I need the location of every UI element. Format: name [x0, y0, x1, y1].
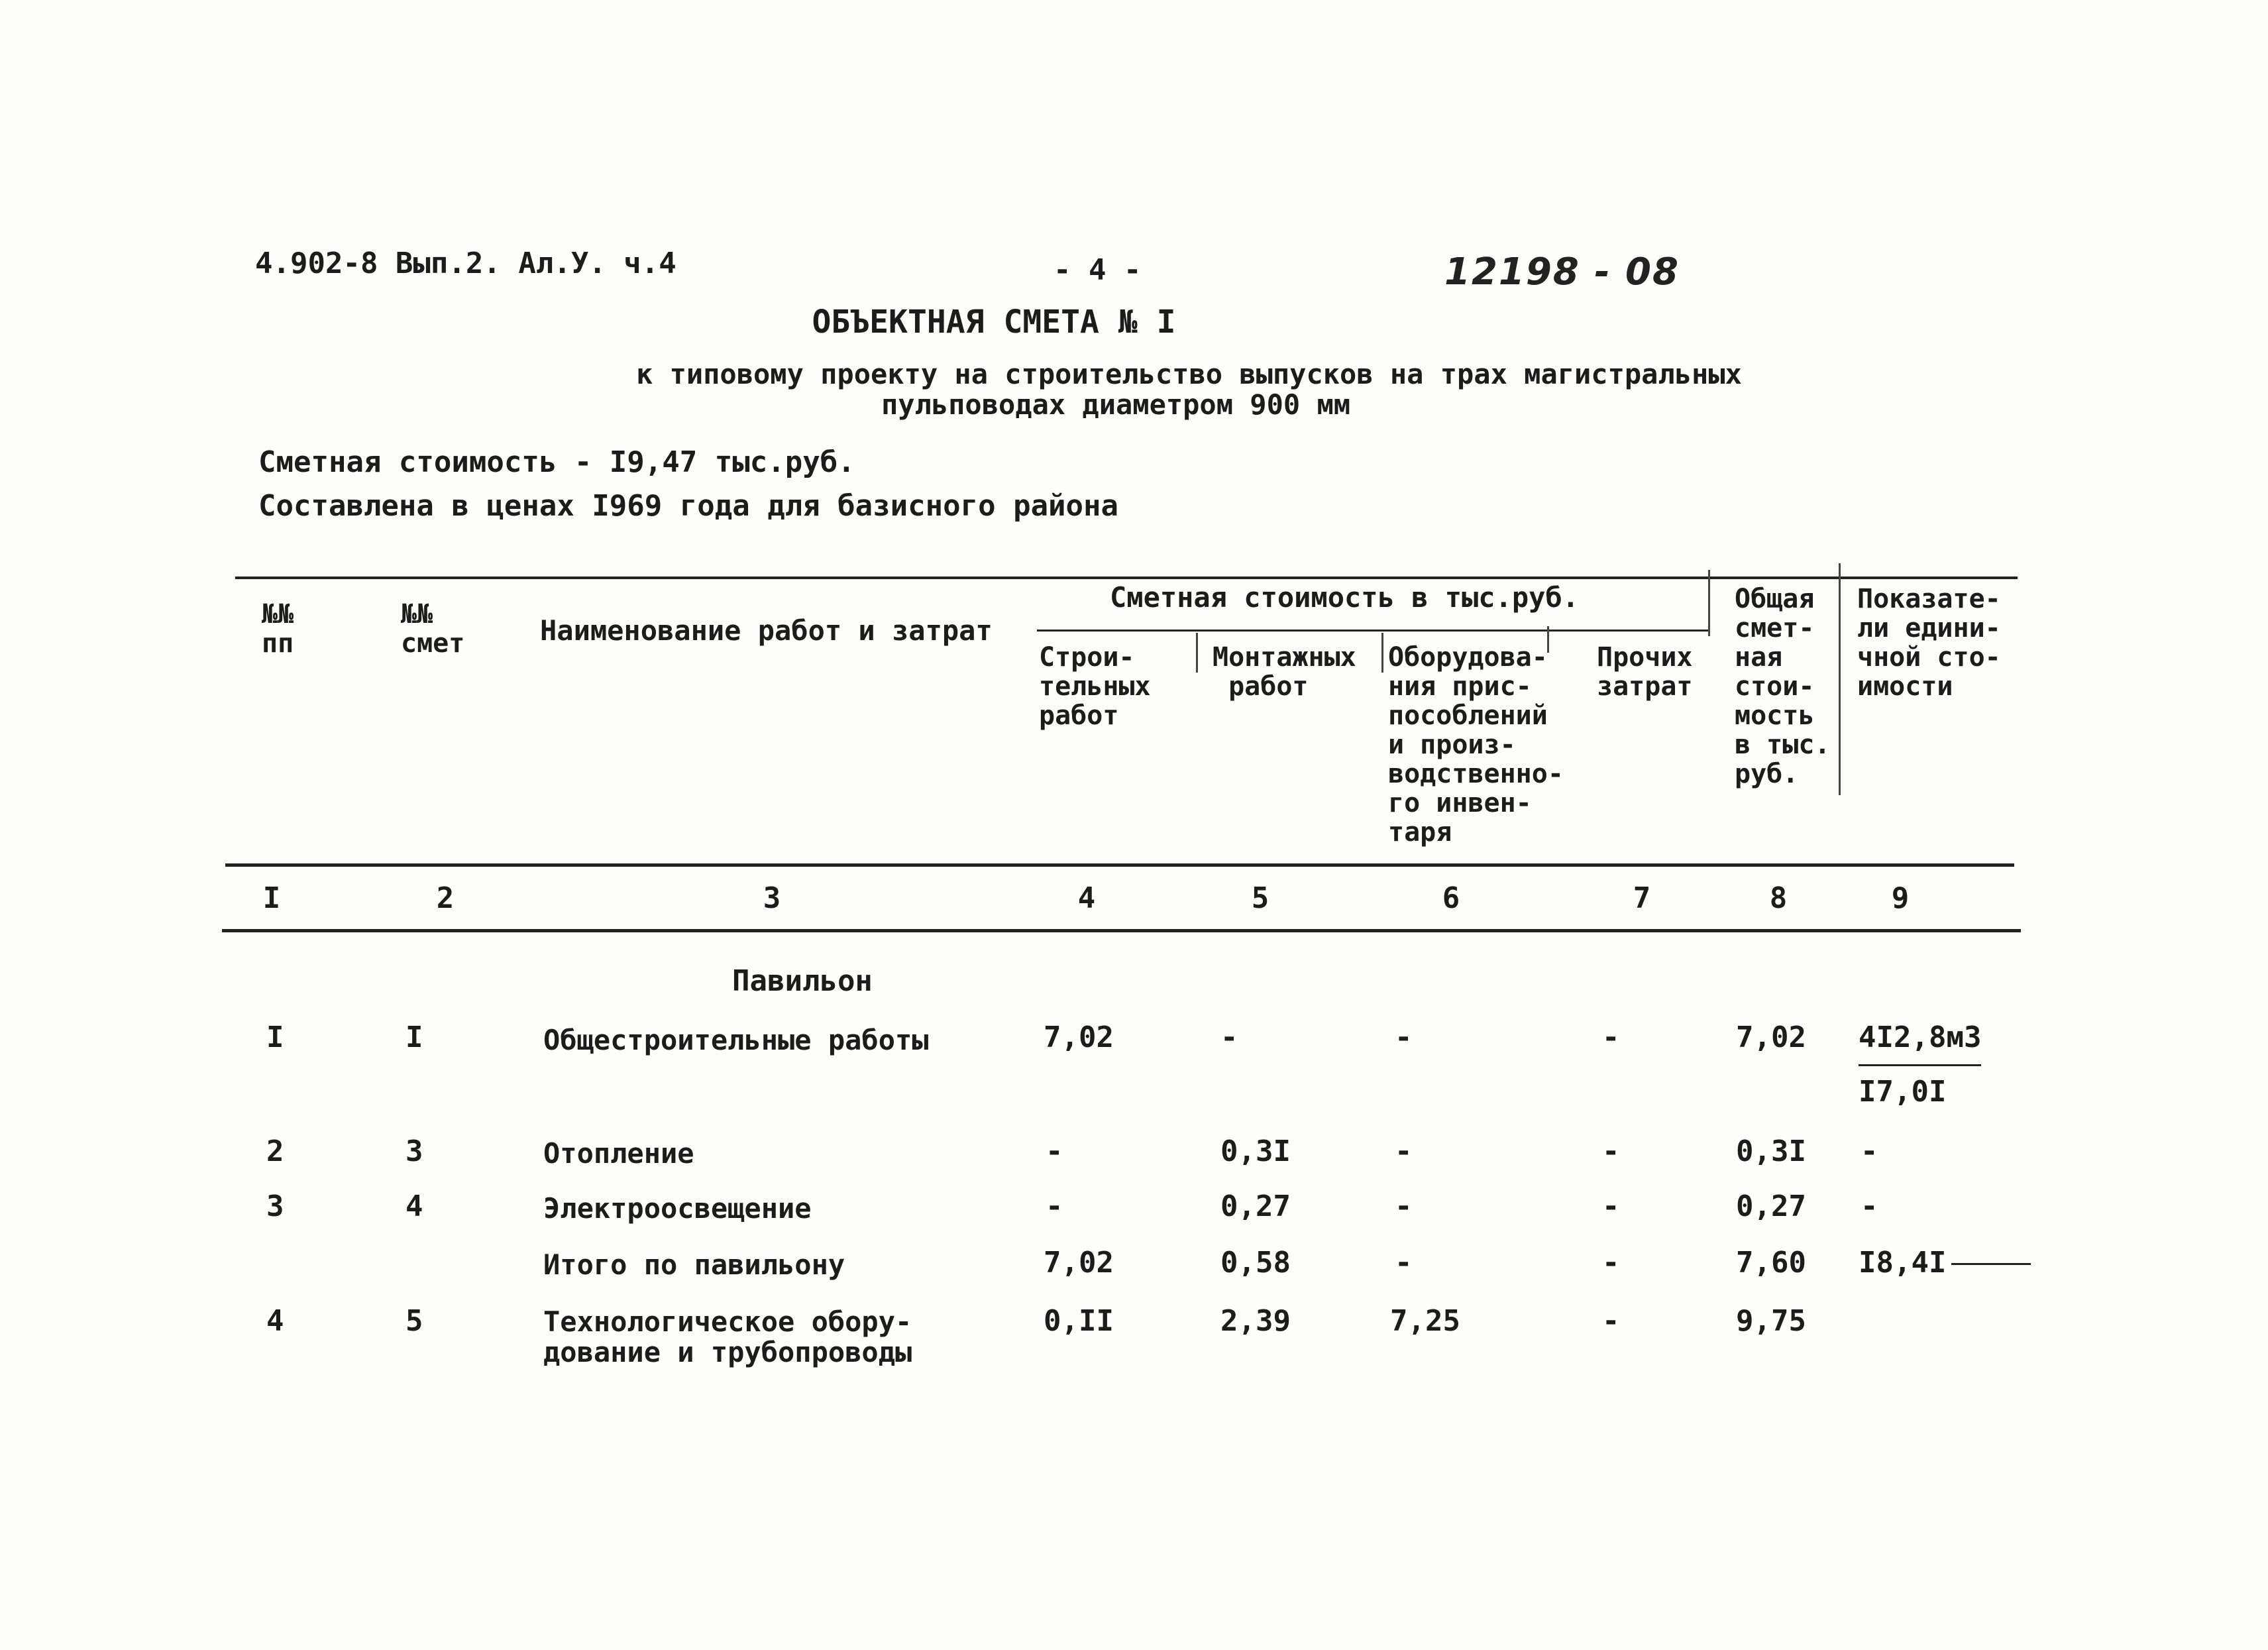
cell-smeta: 5	[405, 1304, 423, 1338]
column-number: 4	[1077, 881, 1096, 915]
document-title: ОБЪЕКТНАЯ СМЕТА № I	[812, 303, 1176, 341]
cell-equipment: -	[1395, 1020, 1413, 1054]
cell-pp: I	[266, 1020, 284, 1054]
column-number: 2	[436, 881, 455, 915]
column-numbers-bottom-rule	[222, 929, 2021, 932]
cell-name: Итого по павильону	[543, 1248, 845, 1281]
cell-installation: 0,58	[1220, 1246, 1291, 1280]
subtotal-tail-rule	[1951, 1263, 2031, 1265]
column-divider	[1196, 633, 1198, 673]
header-construction: Строи- тельных работ	[1039, 642, 1151, 731]
header-total: Общая смет- ная стои- мость в тыс. руб.	[1735, 584, 1831, 789]
document-code: 4.902-8 Вып.2. Ал.У. ч.4	[255, 247, 676, 280]
cell-unit-index: I8,4I	[1859, 1246, 1947, 1280]
cell-total: 0,27	[1736, 1189, 1806, 1223]
cell-pp: 2	[266, 1134, 284, 1168]
column-number: 7	[1633, 881, 1651, 915]
section-title: Павильон	[732, 964, 873, 998]
header-cost-group: Сметная стоимость в тыс.руб.	[1110, 581, 1580, 614]
cell-installation: -	[1220, 1020, 1238, 1054]
cell-smeta: 4	[405, 1189, 423, 1223]
cell-other: -	[1602, 1020, 1620, 1054]
cell-unit-index-denominator: I7,0I	[1859, 1075, 1947, 1109]
cell-total: 9,75	[1736, 1304, 1806, 1338]
column-number: I	[262, 881, 281, 915]
compiled-note: Составлена в ценах I969 года для базисного района	[258, 489, 1119, 523]
cell-unit-index: -	[1861, 1189, 1878, 1223]
cell-pp: 4	[266, 1304, 284, 1338]
table-top-rule	[235, 577, 2018, 579]
column-divider	[1708, 570, 1710, 636]
subtitle-line-1: к типовому проекту на строительство выпусков на трах магистральных	[636, 358, 1742, 390]
cell-other: -	[1602, 1189, 1620, 1223]
cell-unit-index: 4I2,8м3	[1859, 1020, 1982, 1054]
cell-construction: -	[1046, 1189, 1063, 1223]
header-other: Прочих затрат	[1597, 642, 1693, 702]
cell-name: Отопление	[543, 1137, 694, 1170]
cell-construction: 7,02	[1044, 1020, 1114, 1054]
cell-name: Общестроительные работы	[543, 1024, 929, 1056]
cell-other: -	[1602, 1304, 1620, 1338]
column-divider	[1839, 563, 1841, 795]
header-smeta: №№ смет	[401, 599, 465, 659]
column-number: 5	[1251, 881, 1269, 915]
header-name: Наименование работ и затрат	[540, 614, 993, 647]
header-pp: №№ пп	[262, 599, 294, 659]
cell-name: Технологическое обору- дование и трубопроводы	[543, 1305, 912, 1368]
column-number: 6	[1442, 881, 1460, 915]
cell-installation: 0,3I	[1220, 1134, 1291, 1168]
cell-total: 7,60	[1736, 1246, 1806, 1280]
cell-installation: 0,27	[1220, 1189, 1291, 1223]
header-unit-index: Показате- ли едини- чной сто- имости	[1857, 584, 2001, 702]
cell-unit-index: -	[1861, 1134, 1878, 1168]
cell-installation: 2,39	[1220, 1304, 1291, 1338]
estimated-cost: Сметная стоимость - I9,47 тыс.руб.	[258, 445, 855, 479]
cell-total: 7,02	[1736, 1020, 1806, 1054]
handwritten-code: 12198 - 08	[1444, 250, 1680, 294]
page-number: - 4 -	[1053, 253, 1142, 287]
cell-equipment: 7,25	[1390, 1304, 1460, 1338]
column-number: 3	[763, 881, 781, 915]
cell-equipment: -	[1395, 1246, 1413, 1280]
cell-construction: 0,II	[1044, 1304, 1114, 1338]
column-divider	[1381, 633, 1383, 673]
header-bottom-rule	[225, 863, 2014, 867]
fraction-bar	[1859, 1064, 1981, 1066]
cell-total: 0,3I	[1736, 1134, 1806, 1168]
cell-other: -	[1602, 1134, 1620, 1168]
header-equipment: Оборудова- ния прис- пособлений и произ- водственно- го инвен- таря	[1388, 642, 1564, 848]
cell-name: Электроосвещение	[543, 1192, 812, 1225]
column-number: 8	[1769, 881, 1788, 915]
cell-pp: 3	[266, 1189, 284, 1223]
cell-equipment: -	[1395, 1189, 1413, 1223]
header-installation: Монтажных работ	[1213, 642, 1356, 702]
cell-other: -	[1602, 1246, 1620, 1280]
cell-smeta: I	[405, 1020, 423, 1054]
cell-construction: -	[1046, 1134, 1063, 1168]
cell-equipment: -	[1395, 1134, 1413, 1168]
column-number: 9	[1891, 881, 1910, 915]
cell-smeta: 3	[405, 1134, 423, 1168]
cell-construction: 7,02	[1044, 1246, 1114, 1280]
group-header-rule	[1037, 630, 1709, 632]
subtitle-line-2: пульповодах диаметром 900 мм	[881, 388, 1351, 421]
